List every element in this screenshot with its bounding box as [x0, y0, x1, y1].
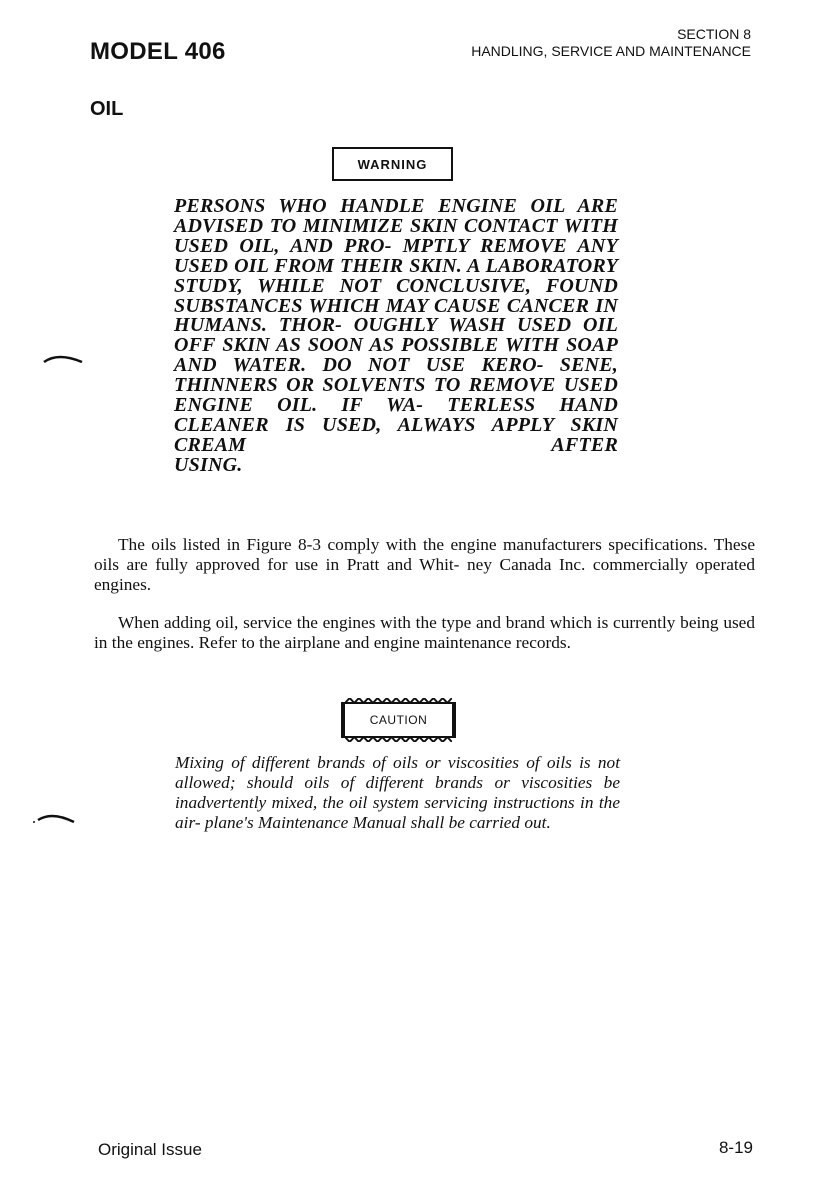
page-number: 8-19 [718, 1138, 753, 1157]
paragraph-adding-oil [94, 613, 755, 653]
section-number: SECTION 8 [677, 26, 751, 42]
warning-label: WARNING [357, 156, 428, 172]
caution-label: CAUTION [369, 713, 428, 727]
warning-text [174, 197, 618, 476]
model-title: MODEL 406 [90, 38, 226, 65]
caution-bottom-border-icon [345, 737, 452, 742]
section-header [471, 26, 751, 60]
warning-text-last: USING. [174, 453, 243, 476]
revision-mark-icon [32, 810, 76, 826]
section-title: HANDLING, SERVICE AND MAINTENANCE [471, 43, 751, 59]
oil-heading: OIL [90, 98, 124, 120]
revision-mark-icon [42, 350, 84, 366]
paragraph-oils-listed [94, 535, 755, 595]
caution-box [341, 702, 456, 738]
paragraph-oils-listed-text: The oils listed in Figure 8-3 comply with the engine manufacturers specifications. These oils are fully approved for use in Pratt and Whit- ney Canada Inc. commercially operated engines. [94, 535, 755, 594]
caution-text: Mixing of different brands of oils or viscosities of oils is not allowed; should oils of different brands or viscosities be inadvertently mixed, the oil system servicing instructions in the air- plane's Maintenance Manual shall be carried out. [175, 753, 620, 832]
caution-top-border-icon [345, 698, 452, 703]
warning-box [332, 147, 453, 181]
footer-issue: Original Issue [98, 1140, 202, 1159]
warning-text-main: PERSONS WHO HANDLE ENGINE OIL ARE ADVISED TO MINIMIZE SKIN CONTACT WITH USED OIL, AND PRO- MPTLY REMOVE ANY USED OIL FROM THEIR SKIN. A LABORATORY STUDY, WHILE NOT CONCLUSIVE, FOUND SUBSTANCES WHICH MAY CAUSE CANCER IN HUMANS. THOR- OUGHLY WASH USED OIL OFF SKIN AS SOON AS POSSIBLE WITH SOAP AND WATER. DO NOT USE KERO- SENE, THINNERS OR SOLVENTS TO REMOVE USED ENGINE OIL. IF WA- TERLESS HAND CLEANER IS USED, ALWAYS APPLY SKIN CREAM AFTER [174, 195, 618, 456]
paragraph-adding-oil-text: When adding oil, service the engines with the type and brand which is currently being used in the engines. Refer to the airplane and engine maintenance records. [94, 613, 755, 652]
